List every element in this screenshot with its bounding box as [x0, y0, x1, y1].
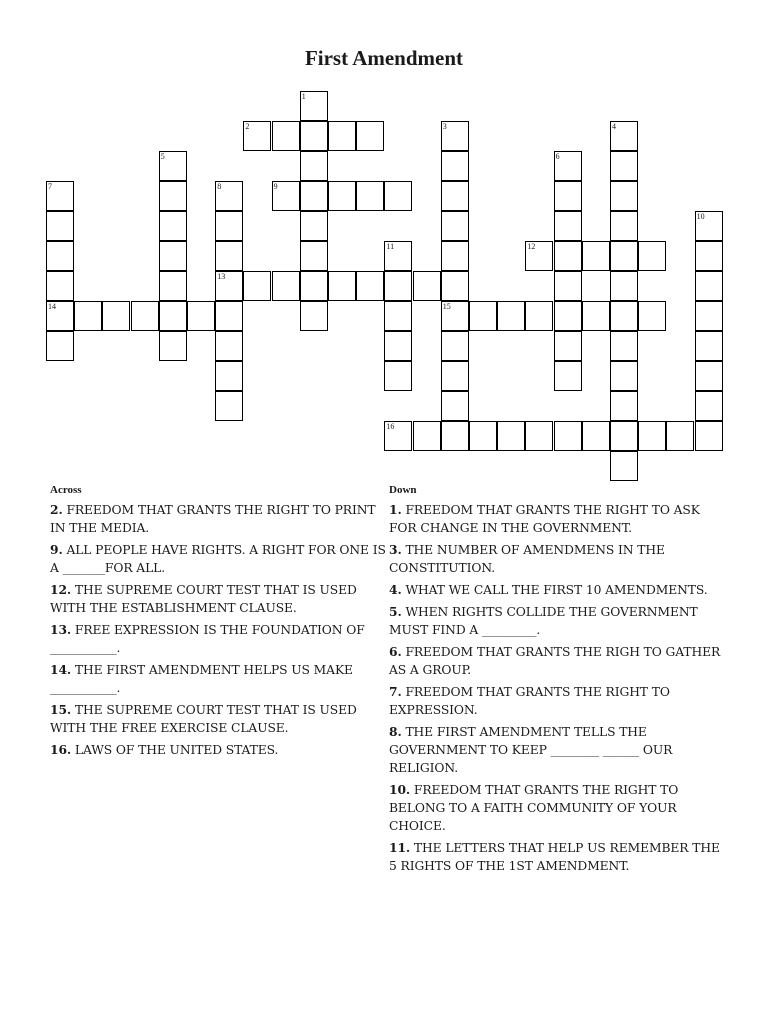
- crossword-cell[interactable]: [300, 211, 328, 241]
- clue-number: 14.: [50, 662, 72, 677]
- across-clues: [50, 484, 390, 763]
- clue-down: [389, 643, 729, 679]
- crossword-cell[interactable]: [46, 301, 74, 331]
- clue-across: [50, 661, 390, 697]
- down-heading: Down: [389, 484, 417, 496]
- page-title: First Amendment: [304, 46, 464, 70]
- crossword-cell[interactable]: [695, 361, 723, 391]
- crossword-cell[interactable]: [610, 421, 638, 451]
- crossword-cell[interactable]: [46, 181, 74, 211]
- crossword-cell[interactable]: [328, 181, 356, 211]
- crossword-cell[interactable]: [356, 271, 384, 301]
- cell-number: 11: [386, 242, 395, 251]
- cell-number: 14: [48, 302, 56, 311]
- crossword-cell[interactable]: [497, 421, 525, 451]
- crossword-cell[interactable]: [610, 121, 638, 151]
- cell-number: 1: [301, 92, 306, 101]
- crossword-cell[interactable]: [554, 211, 582, 241]
- crossword-cell[interactable]: [610, 211, 638, 241]
- crossword-cell[interactable]: [272, 121, 300, 151]
- crossword-cell[interactable]: [215, 181, 243, 211]
- crossword-cell[interactable]: [554, 331, 582, 361]
- clue-number: 11.: [389, 840, 411, 855]
- crossword-cell[interactable]: [695, 301, 723, 331]
- crossword-cell[interactable]: [356, 121, 384, 151]
- crossword-cell[interactable]: [215, 391, 243, 421]
- crossword-cell[interactable]: [159, 331, 187, 361]
- crossword-cell[interactable]: [441, 331, 469, 361]
- clue-number: 16.: [50, 742, 72, 757]
- crossword-cell[interactable]: [300, 151, 328, 181]
- crossword-cell[interactable]: [695, 241, 723, 271]
- clue-number: 1.: [389, 502, 402, 517]
- crossword-cell[interactable]: [413, 271, 441, 301]
- crossword-cell[interactable]: [554, 151, 582, 181]
- cell-number: 4: [612, 122, 616, 131]
- crossword-cell[interactable]: [300, 301, 328, 331]
- crossword-cell[interactable]: [441, 361, 469, 391]
- crossword-cell[interactable]: [300, 181, 328, 211]
- clue-text: WHAT WE CALL THE FIRST 10 AMENDMENTS.: [405, 583, 708, 597]
- clue-text: FREEDOM THAT GRANTS THE RIGHT TO EXPRESSION.: [389, 685, 670, 717]
- crossword-cell[interactable]: [272, 271, 300, 301]
- crossword-cell[interactable]: [384, 301, 412, 331]
- down-clues: [389, 484, 729, 879]
- clue-number: 13.: [50, 622, 72, 637]
- clue-number: 15.: [50, 702, 72, 717]
- clue-number: 2.: [50, 502, 63, 517]
- crossword-cell[interactable]: [159, 211, 187, 241]
- crossword-cell[interactable]: [610, 361, 638, 391]
- crossword-cell[interactable]: [328, 271, 356, 301]
- crossword-cell[interactable]: [159, 151, 187, 181]
- crossword-grid: [0, 0, 768, 480]
- across-heading: Across: [50, 484, 82, 496]
- cell-number: 15: [442, 302, 451, 311]
- cell-number: 5: [160, 152, 165, 161]
- crossword-cell[interactable]: [243, 271, 271, 301]
- crossword-cell[interactable]: [384, 421, 412, 451]
- clue-text: THE SUPREME COURT TEST THAT IS USED WITH THE ESTABLISHMENT CLAUSE.: [50, 583, 357, 615]
- cell-number: 3: [442, 122, 447, 131]
- clue-down: [389, 683, 729, 719]
- crossword-cell[interactable]: [582, 301, 610, 331]
- crossword-cell[interactable]: [610, 151, 638, 181]
- crossword-cell[interactable]: [243, 121, 271, 151]
- crossword-cell[interactable]: [610, 451, 638, 481]
- crossword-cell[interactable]: [300, 241, 328, 271]
- crossword-cell[interactable]: [159, 241, 187, 271]
- crossword-cell[interactable]: [666, 421, 694, 451]
- cell-number: 8: [217, 182, 222, 191]
- crossword-cell[interactable]: [441, 271, 469, 301]
- crossword-cell[interactable]: [441, 211, 469, 241]
- crossword-cell[interactable]: [610, 181, 638, 211]
- crossword-cell[interactable]: [441, 121, 469, 151]
- crossword-cell[interactable]: [328, 121, 356, 151]
- cell-number: 16: [386, 422, 395, 431]
- crossword-cell[interactable]: [215, 241, 243, 271]
- crossword-cell[interactable]: [610, 241, 638, 271]
- clue-number: 12.: [50, 582, 72, 597]
- crossword-cell[interactable]: [46, 331, 74, 361]
- crossword-cell[interactable]: [215, 301, 243, 331]
- crossword-cell[interactable]: [215, 211, 243, 241]
- crossword-cell[interactable]: [131, 301, 159, 331]
- clue-text: FREEDOM THAT GRANTS THE RIGH TO GATHER AS A GROUP.: [389, 645, 721, 677]
- cell-number: 13: [217, 272, 226, 281]
- crossword-cell[interactable]: [215, 271, 243, 301]
- crossword-cell[interactable]: [610, 301, 638, 331]
- clue-number: 4.: [389, 582, 402, 597]
- crossword-cell[interactable]: [384, 271, 412, 301]
- crossword-cell[interactable]: [554, 271, 582, 301]
- crossword-cell[interactable]: [384, 181, 412, 211]
- clue-across: [50, 541, 390, 577]
- crossword-cell[interactable]: [695, 211, 723, 241]
- crossword-cell[interactable]: [695, 271, 723, 301]
- clue-number: 5.: [389, 604, 402, 619]
- crossword-cell[interactable]: [300, 121, 328, 151]
- crossword-cell[interactable]: [554, 181, 582, 211]
- clue-down: [389, 839, 729, 875]
- crossword-cell[interactable]: [74, 301, 102, 331]
- crossword-cell[interactable]: [497, 301, 525, 331]
- crossword-cell[interactable]: [610, 271, 638, 301]
- clue-text: FREEDOM THAT GRANTS THE RIGHT TO BELONG TO A FAITH COMMUNITY OF YOUR CHOICE.: [389, 783, 679, 833]
- clue-text: FREEDOM THAT GRANTS THE RIGHT TO PRINT IN THE MEDIA.: [50, 503, 376, 535]
- clue-text: FREE EXPRESSION IS THE FOUNDATION OF ___________.: [50, 623, 365, 655]
- clue-down: [389, 781, 729, 835]
- crossword-cell[interactable]: [638, 301, 666, 331]
- crossword-cell[interactable]: [695, 391, 723, 421]
- clue-text: ALL PEOPLE HAVE RIGHTS. A RIGHT FOR ONE IS A _______FOR ALL.: [50, 543, 386, 575]
- crossword-cell[interactable]: [413, 421, 441, 451]
- cell-number: 10: [696, 212, 705, 221]
- crossword-cell[interactable]: [441, 151, 469, 181]
- clue-number: 6.: [389, 644, 402, 659]
- crossword-cell[interactable]: [554, 241, 582, 271]
- clue-number: 7.: [389, 684, 402, 699]
- crossword-cell[interactable]: [384, 241, 412, 271]
- crossword-cell[interactable]: [159, 301, 187, 331]
- clue-number: 9.: [50, 542, 63, 557]
- crossword-cell[interactable]: [554, 361, 582, 391]
- crossword-cell[interactable]: [159, 271, 187, 301]
- clue-down: [389, 501, 729, 537]
- crossword-cell[interactable]: [582, 241, 610, 271]
- crossword-cell[interactable]: [187, 301, 215, 331]
- crossword-cell[interactable]: [695, 421, 723, 451]
- crossword-cell[interactable]: [384, 331, 412, 361]
- cell-number: 7: [48, 182, 52, 191]
- crossword-cell[interactable]: [638, 421, 666, 451]
- crossword-cell[interactable]: [610, 331, 638, 361]
- clue-text: THE SUPREME COURT TEST THAT IS USED WITH THE FREE EXERCISE CLAUSE.: [50, 703, 357, 735]
- crossword-cell[interactable]: [554, 421, 582, 451]
- clue-text: THE LETTERS THAT HELP US REMEMBER THE 5 RIGHTS OF THE 1ST AMENDMENT.: [389, 841, 720, 873]
- crossword-cell[interactable]: [215, 361, 243, 391]
- clue-across: [50, 581, 390, 617]
- clue-down: [389, 541, 729, 577]
- crossword-cell[interactable]: [469, 421, 497, 451]
- crossword-cell[interactable]: [525, 421, 553, 451]
- clue-text: THE FIRST AMENDMENT TELLS THE GOVERNMENT TO KEEP ________ ______ OUR RELIGION.: [389, 725, 673, 775]
- cell-number: 2: [245, 122, 250, 131]
- clue-text: THE FIRST AMENDMENT HELPS US MAKE ___________.: [50, 663, 353, 695]
- crossword-cell[interactable]: [441, 241, 469, 271]
- crossword-cell[interactable]: [46, 271, 74, 301]
- cell-number: 9: [273, 182, 278, 191]
- crossword-cell[interactable]: [356, 181, 384, 211]
- clue-text: THE NUMBER OF AMENDMENS IN THE CONSTITUTION.: [389, 543, 665, 575]
- clue-text: LAWS OF THE UNITED STATES.: [74, 743, 279, 757]
- clue-down: [389, 603, 729, 639]
- crossword-cell[interactable]: [525, 301, 553, 331]
- clue-number: 3.: [389, 542, 402, 557]
- crossword-cell[interactable]: [272, 181, 300, 211]
- crossword-cell[interactable]: [159, 181, 187, 211]
- crossword-cell[interactable]: [215, 331, 243, 361]
- clue-text: WHEN RIGHTS COLLIDE THE GOVERNMENT MUST FIND A _________.: [389, 605, 698, 637]
- clue-across: [50, 501, 390, 537]
- clue-number: 8.: [389, 724, 402, 739]
- crossword-cell[interactable]: [441, 301, 469, 331]
- crossword-cell[interactable]: [695, 331, 723, 361]
- crossword-cell[interactable]: [46, 241, 74, 271]
- crossword-cell[interactable]: [441, 391, 469, 421]
- crossword-cell[interactable]: [582, 421, 610, 451]
- crossword-cell[interactable]: [300, 91, 328, 121]
- clue-number: 10.: [389, 782, 411, 797]
- clue-down: [389, 581, 729, 599]
- clue-text: FREEDOM THAT GRANTS THE RIGHT TO ASK FOR CHANGE IN THE GOVERNMENT.: [389, 503, 700, 535]
- crossword-cell[interactable]: [525, 241, 553, 271]
- clue-across: [50, 741, 390, 759]
- crossword-cell[interactable]: [300, 271, 328, 301]
- crossword-cell[interactable]: [441, 181, 469, 211]
- cell-number: 6: [555, 152, 560, 161]
- clue-down: [389, 723, 729, 777]
- crossword-cell[interactable]: [102, 301, 130, 331]
- crossword-cell[interactable]: [46, 211, 74, 241]
- cell-number: 12: [527, 242, 536, 251]
- crossword-cell[interactable]: [638, 241, 666, 271]
- crossword-cell[interactable]: [441, 421, 469, 451]
- crossword-cell[interactable]: [610, 391, 638, 421]
- crossword-cell[interactable]: [554, 301, 582, 331]
- crossword-cell[interactable]: [384, 361, 412, 391]
- clue-across: [50, 701, 390, 737]
- clue-across: [50, 621, 390, 657]
- crossword-cell[interactable]: [469, 301, 497, 331]
